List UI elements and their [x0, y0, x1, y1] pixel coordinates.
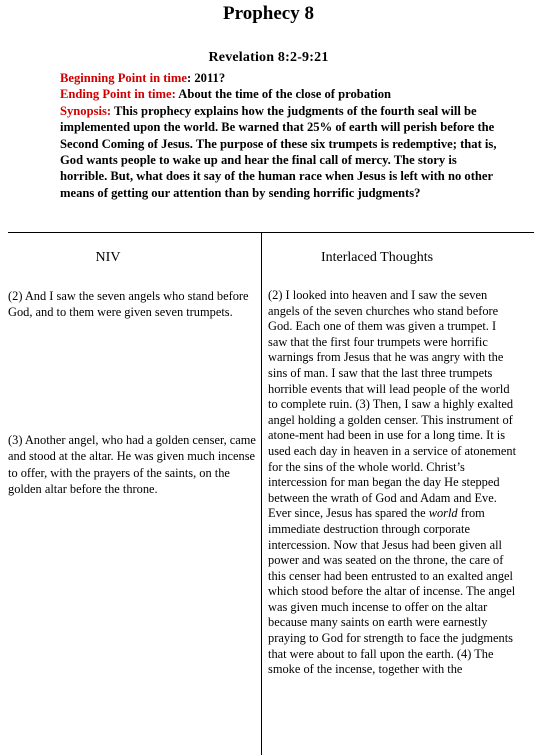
- synopsis-text: This prophecy explains how the judgments of the fourth seal will be implemented upon the world. Be warned that 25% of earth will perish before the Second Coming of Jesus. The purpose of these six trumpets is redemptive; that is, God wants people to wake up and hear the final call of mercy. The story is horrible. But, what does it say of the human race when Jesus is left with no other means of getting our attention than by sending horrific judgments?: [60, 103, 497, 200]
- synopsis-label: Synopsis:: [60, 103, 112, 118]
- niv-verse-2-text: (2) And I saw the seven angels who stand before God, and to them were given seven trumpets.: [8, 289, 249, 320]
- niv-verse-3: [8, 432, 260, 497]
- niv-column-header: NIV: [95, 250, 121, 265]
- scripture-reference: Revelation 8:2-9:21: [208, 50, 329, 65]
- column-divider: [261, 232, 262, 755]
- beginning-point-line: [60, 70, 500, 86]
- intro-block: [60, 70, 500, 201]
- beginning-point-label: Beginning Point in time: [60, 71, 188, 85]
- synopsis-line: [60, 103, 500, 201]
- niv-verse-2: [8, 288, 260, 321]
- thoughts-paragraph: [268, 288, 518, 678]
- niv-verse-3-text: (3) Another angel, who had a golden censer, came and stood at the altar. He was given much incense to offer, with the prayers of the saints, on the golden altar before the throne.: [8, 433, 256, 496]
- thoughts-part-2: from immediate destruction through corporate intercession. Now that Jesus had been given all power and was seated on the throne, the care of this censer had been entrusted to an exalted angel which stood before the altar of incense. The angel was given much incense to offer on the altar because many saints on earth were earnestly praying to God for strength to face the judgments that were about to fall upon the earth. (4) The smoke of the incense, together with the: [268, 506, 516, 677]
- table-top-rule: [8, 232, 534, 233]
- page-title: Prophecy 8: [223, 3, 314, 24]
- ending-point-line: [60, 86, 500, 102]
- beginning-point-value: : 2011?: [187, 71, 226, 85]
- thoughts-part-1: (2) I looked into heaven and I saw the seven angels of the seven churches who stand before God. Each one of them was given a trumpet. I saw that the first four trumpets were horrific warnings from Jesus that he was angry with the sins of man. I saw that the last three trumpets horrible events that will lead people of the world to complete ruin. (3) Then, I saw a highly exalted angel holding a golden censer. This instrument of atone-ment had been in use for a long time. It is used each day in heaven in a service of atonement for the sins of the whole world. Christ’s intercession for man began the day He stepped between the wrath of God and Adam and Eve. Ever since, Jesus has spared the: [268, 288, 517, 521]
- ending-point-label: Ending Point in time:: [60, 87, 176, 102]
- interlaced-thoughts-text: [268, 288, 518, 678]
- thoughts-emphasis: world: [428, 506, 458, 521]
- ending-point-value: About the time of the close of probation: [175, 87, 392, 102]
- thoughts-column-header: Interlaced Thoughts: [320, 250, 434, 265]
